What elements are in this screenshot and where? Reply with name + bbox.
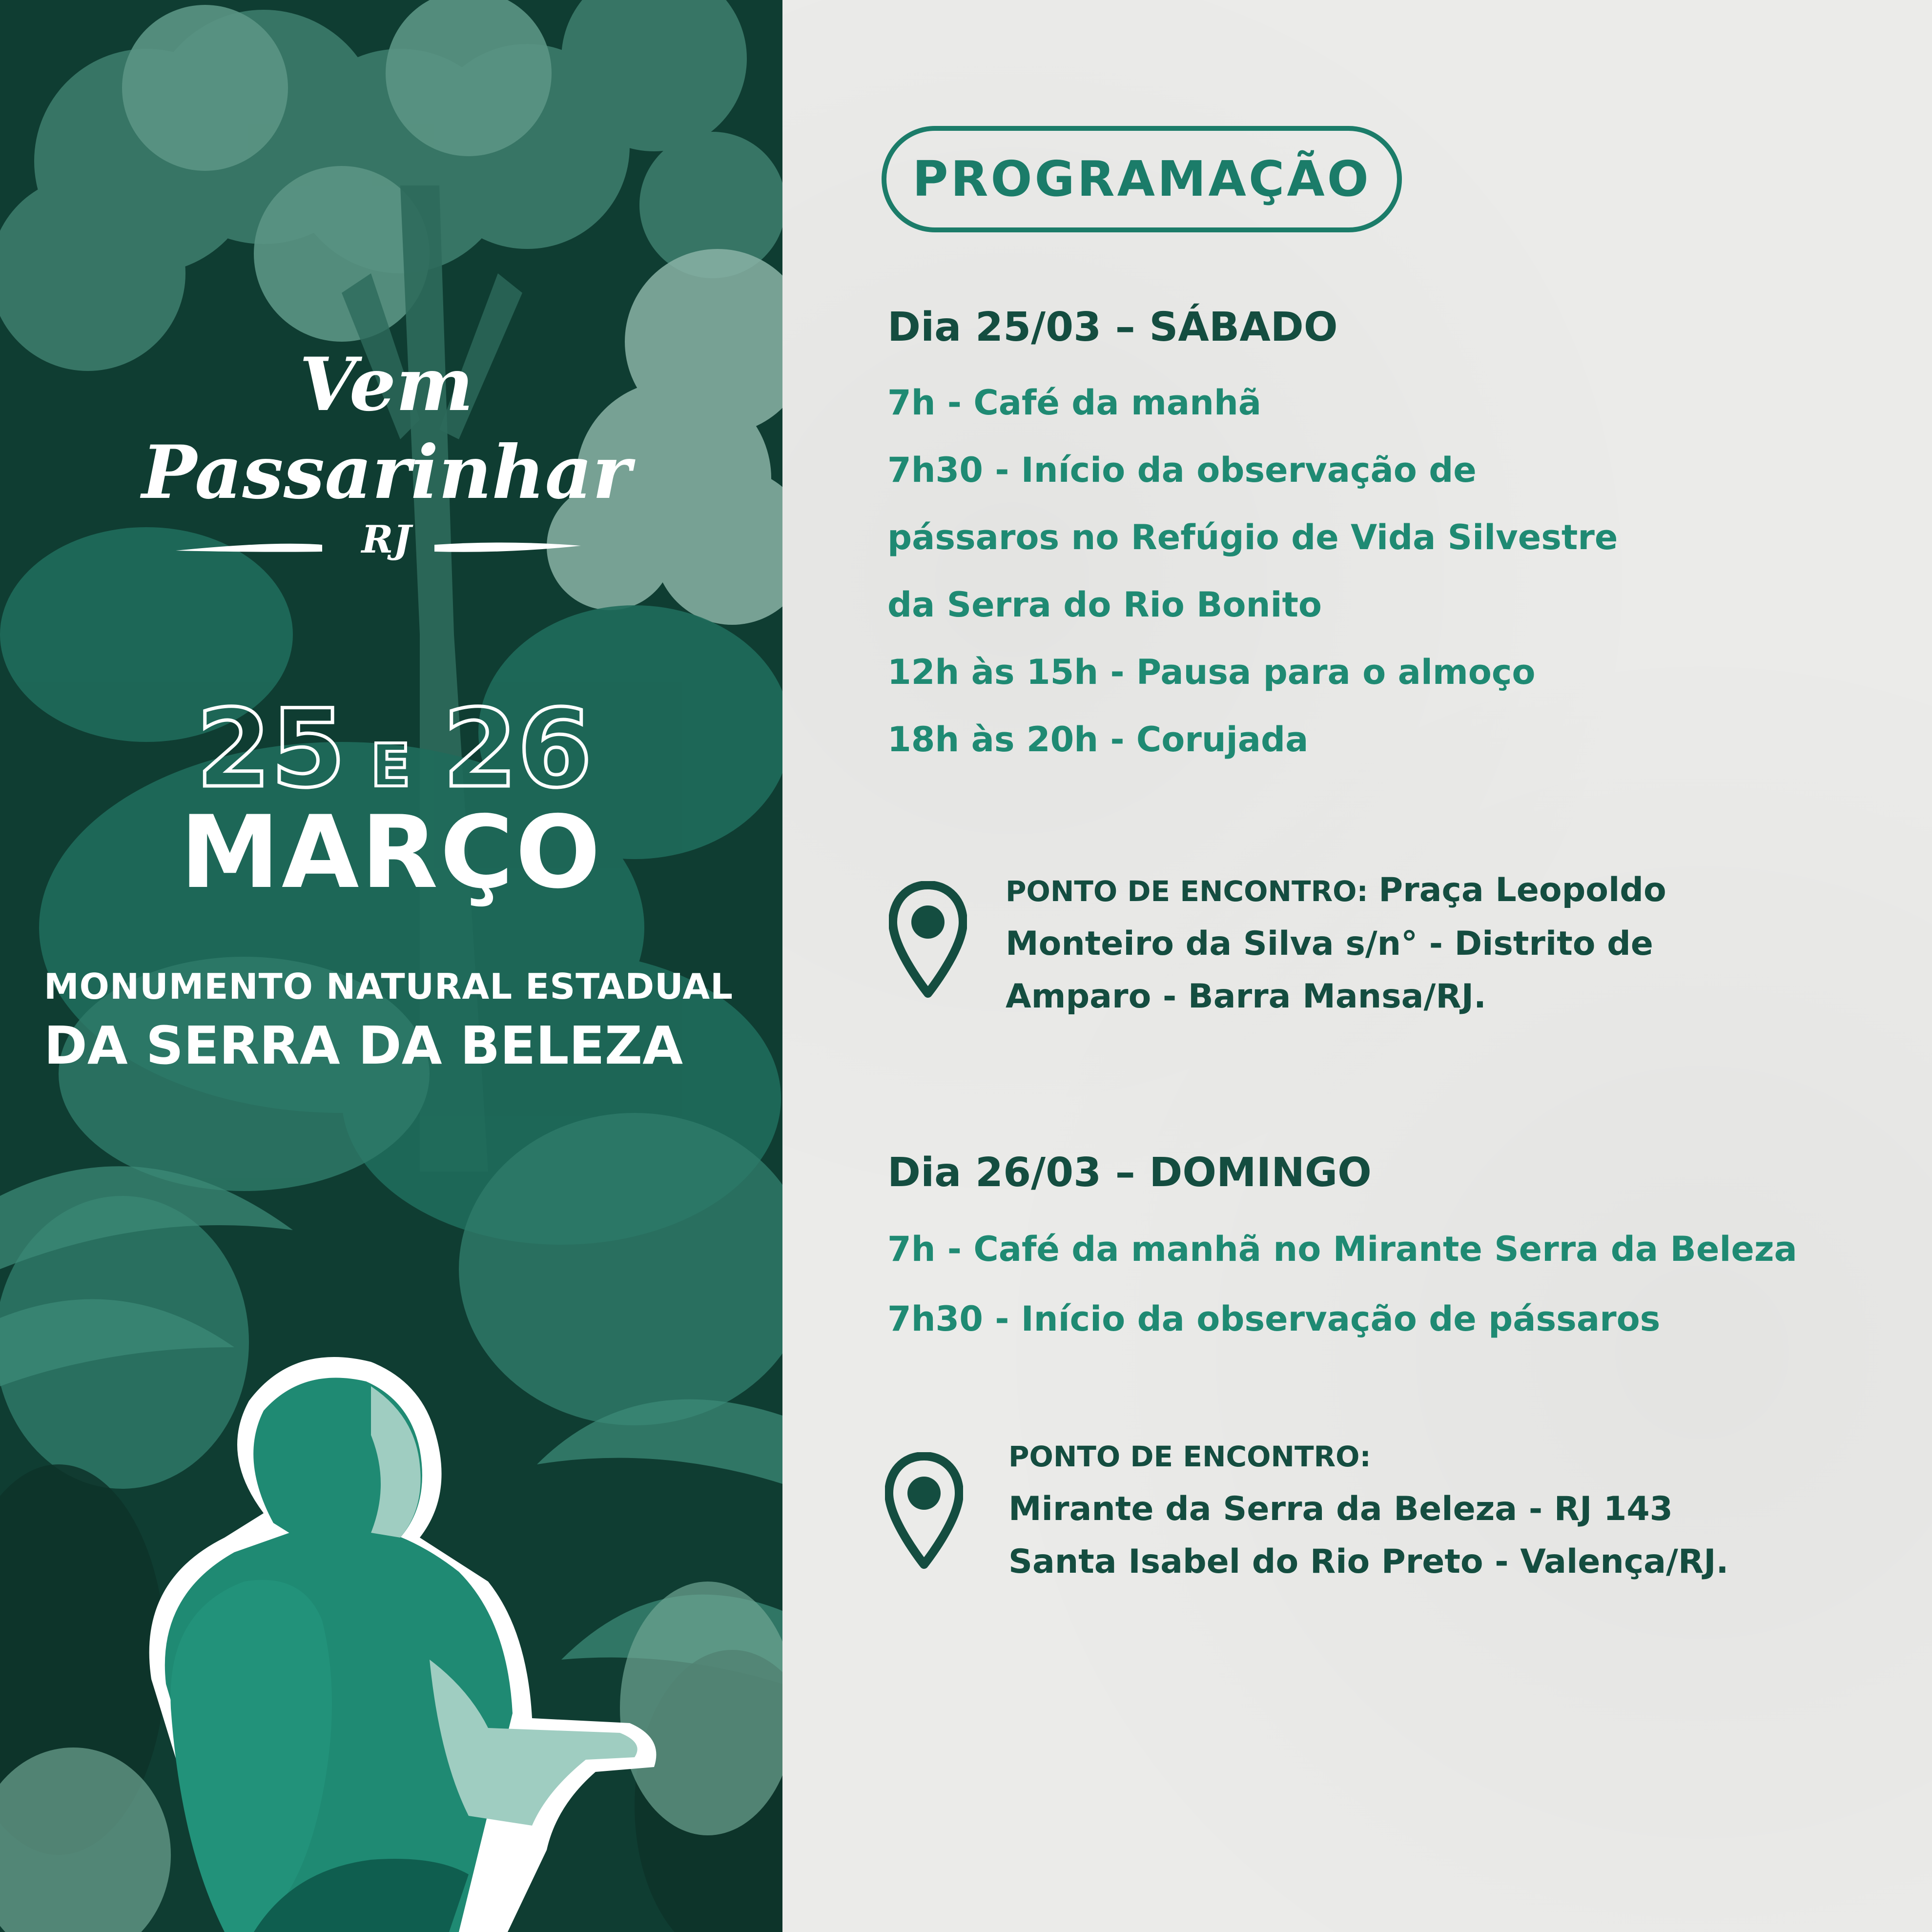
- map-pin-icon: [885, 1452, 963, 1569]
- logo-title-line1: Vem: [299, 342, 473, 428]
- meeting-address-line1: Praça Leopoldo: [1378, 871, 1666, 909]
- event-dates: [0, 688, 782, 805]
- meeting-address-line2: Santa Isabel do Rio Preto - Valença/RJ.: [1008, 1542, 1729, 1581]
- meeting-label: PONTO DE ENCONTRO:: [1006, 875, 1368, 908]
- right-panel: [782, 0, 1932, 1932]
- day1-item: 18h às 20h - Corujada: [887, 719, 1309, 760]
- map-pin-icon: [889, 881, 967, 998]
- meeting-label: PONTO DE ENCONTRO:: [1008, 1440, 1371, 1473]
- day1-item: pássaros no Refúgio de Vida Silvestre: [887, 517, 1618, 557]
- left-panel: [0, 0, 782, 1932]
- day2-heading: Dia 26/03 – DOMINGO: [887, 1150, 1372, 1196]
- day1-meeting-point: [1006, 864, 1666, 1023]
- day1-item: 7h - Café da manhã: [887, 383, 1262, 423]
- location-title-line2: DA SERRA DA BELEZA: [44, 1016, 683, 1076]
- day2-meeting-point: [1008, 1430, 1728, 1588]
- meeting-address-line2: Monteiro da Silva s/n° - Distrito de: [1006, 925, 1653, 963]
- logo-title-line3: RJ: [361, 517, 411, 562]
- day2-item: 7h30 - Início da observação de pássaros: [887, 1299, 1661, 1339]
- event-date-conjunction: E: [370, 732, 411, 800]
- program-title: PROGRAMAÇÃO: [912, 150, 1371, 207]
- birdwatcher-illustration: [117, 1308, 678, 1932]
- logo-title-line2: Passarinhar: [142, 430, 631, 515]
- event-month: MARÇO: [180, 795, 603, 911]
- day1-item: da Serra do Rio Bonito: [887, 585, 1322, 625]
- program-title-badge: [882, 126, 1402, 232]
- location-title-line1: MONUMENTO NATURAL ESTADUAL: [44, 966, 734, 1007]
- event-date-day-a: 25: [196, 688, 346, 805]
- meeting-address-line3: Amparo - Barra Mansa/RJ.: [1006, 977, 1486, 1016]
- day2-item: 7h - Café da manhã no Mirante Serra da Beleza: [887, 1229, 1797, 1269]
- meeting-address-line1: Mirante da Serra da Beleza - RJ 143: [1008, 1490, 1673, 1528]
- day1-heading: Dia 25/03 – SÁBADO: [887, 304, 1338, 350]
- day1-item: 7h30 - Início da observação de: [887, 450, 1477, 490]
- day1-item: 12h às 15h - Pausa para o almoço: [887, 652, 1536, 692]
- event-date-day-b: 26: [442, 688, 593, 805]
